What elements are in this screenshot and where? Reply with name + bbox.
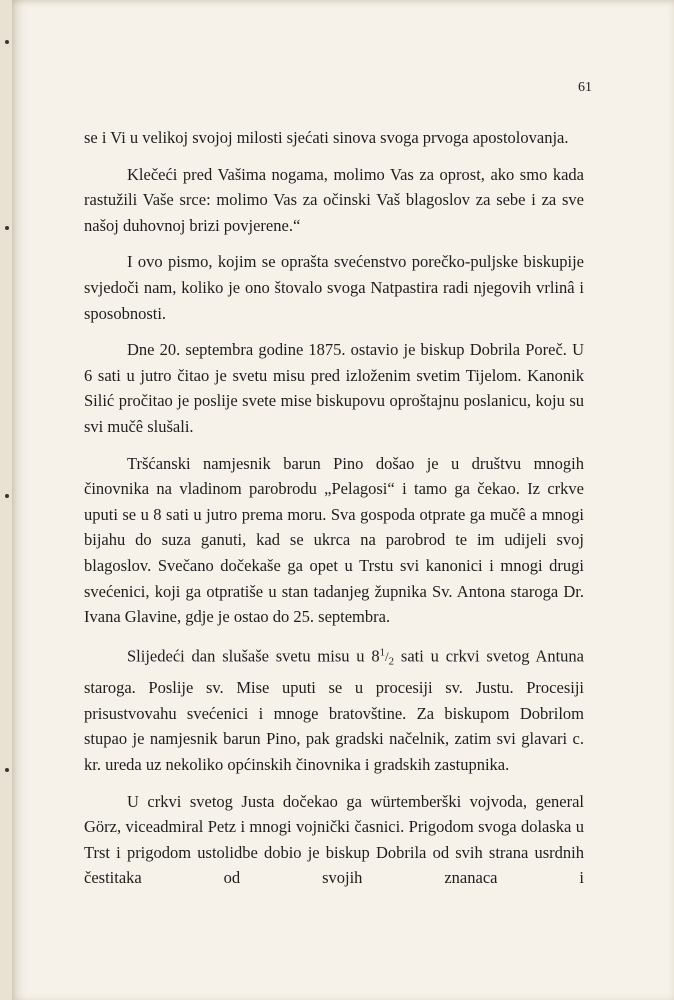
paragraph: Tršćanski namjesnik barun Pino došao je u društvu mnogih činovnika na vladinom parobrodu „Pelagosi“ i tamo ga čekao. Iz crkve uputi se u 8 sati u jutro prema moru. Sva gospoda otprate ga mučê a mnogi bijahu do suza ganuti, kad se ukrca na parobrod te im udijeli svoj blagoslov. Svečano dočekaše ga opet u Trstu svi kanonici i mnogi drugi svećenici, koji ga otpratiše u stan tadanjeg župnika Sv. Antona staroga Dr. Ivana Glavine, gdje je ostao do 25. septembra. bbox=[84, 453, 584, 627]
body-text bbox=[84, 125, 584, 891]
fraction: $^1/_2$ bbox=[379, 646, 395, 668]
paragraph bbox=[84, 641, 584, 778]
paragraph: U crkvi svetog Justa dočekao ga würtemberški vojvoda, general Görz, viceadmiral Petz i mnogi vojnički časnici. Prigodom svoga dolaska u Trst i prigodom ustolidbe dobio je biskup Dobrila od svih strana usrdnih čestitaka od svojih znanaca i bbox=[84, 791, 584, 888]
book-page bbox=[12, 0, 674, 1000]
text-run: sati u crkvi svetog Antuna staroga. Poslije sv. Mise uputi se u procesiji sv. Justu. Procesiji prisustvovahu svećenici i mnoge bratovštine. Za biskupom Dobrilom stupao je namjesnik barun Pino, pak gradski načelnik, zatim svi glavari c. kr. ureda uz nekoliko općinskih činovnika i gradskih zastupnika. bbox=[84, 646, 584, 774]
paragraph: Klečeći pred Vašima nogama, molimo Vas za oprost, ako smo kada rastužili Vaše srce: molimo Vas za očinski Vaš blagoslov za sebe i za sve našoj duhovnoj brizi povjerene.“ bbox=[84, 164, 584, 235]
paragraph: Dne 20. septembra godine 1875. ostavio je biskup Dobrila Poreč. U 6 sati u jutro čitao je svetu misu pred izloženim svetim Tijelom. Kanonik Silić pročitao je poslije svete mise biskupovu oproštajnu poslanicu, koju su svi mučê slušali. bbox=[84, 340, 584, 436]
paragraph: I ovo pismo, kojim se oprašta svećenstvo porečko-puljske biskupije svjedoči nam, koliko je ono štovalo svoga Natpastira radi njegovih vrlinâ i sposobnosti. bbox=[84, 252, 584, 323]
text-run: Slijedeći dan slušaše svetu misu u 8 bbox=[127, 646, 380, 666]
binding-mark bbox=[5, 768, 9, 772]
fraction-denominator: 2 bbox=[388, 655, 395, 668]
paragraph: se i Vi u velikoj svojoj milosti sjećati sinova svoga prvoga apostolovanja. bbox=[84, 128, 569, 147]
binding-mark bbox=[5, 494, 9, 498]
page-number: 61 bbox=[578, 80, 592, 95]
binding-mark bbox=[5, 226, 9, 230]
fraction-numerator: 1 bbox=[379, 646, 386, 659]
binding-mark bbox=[5, 40, 9, 44]
